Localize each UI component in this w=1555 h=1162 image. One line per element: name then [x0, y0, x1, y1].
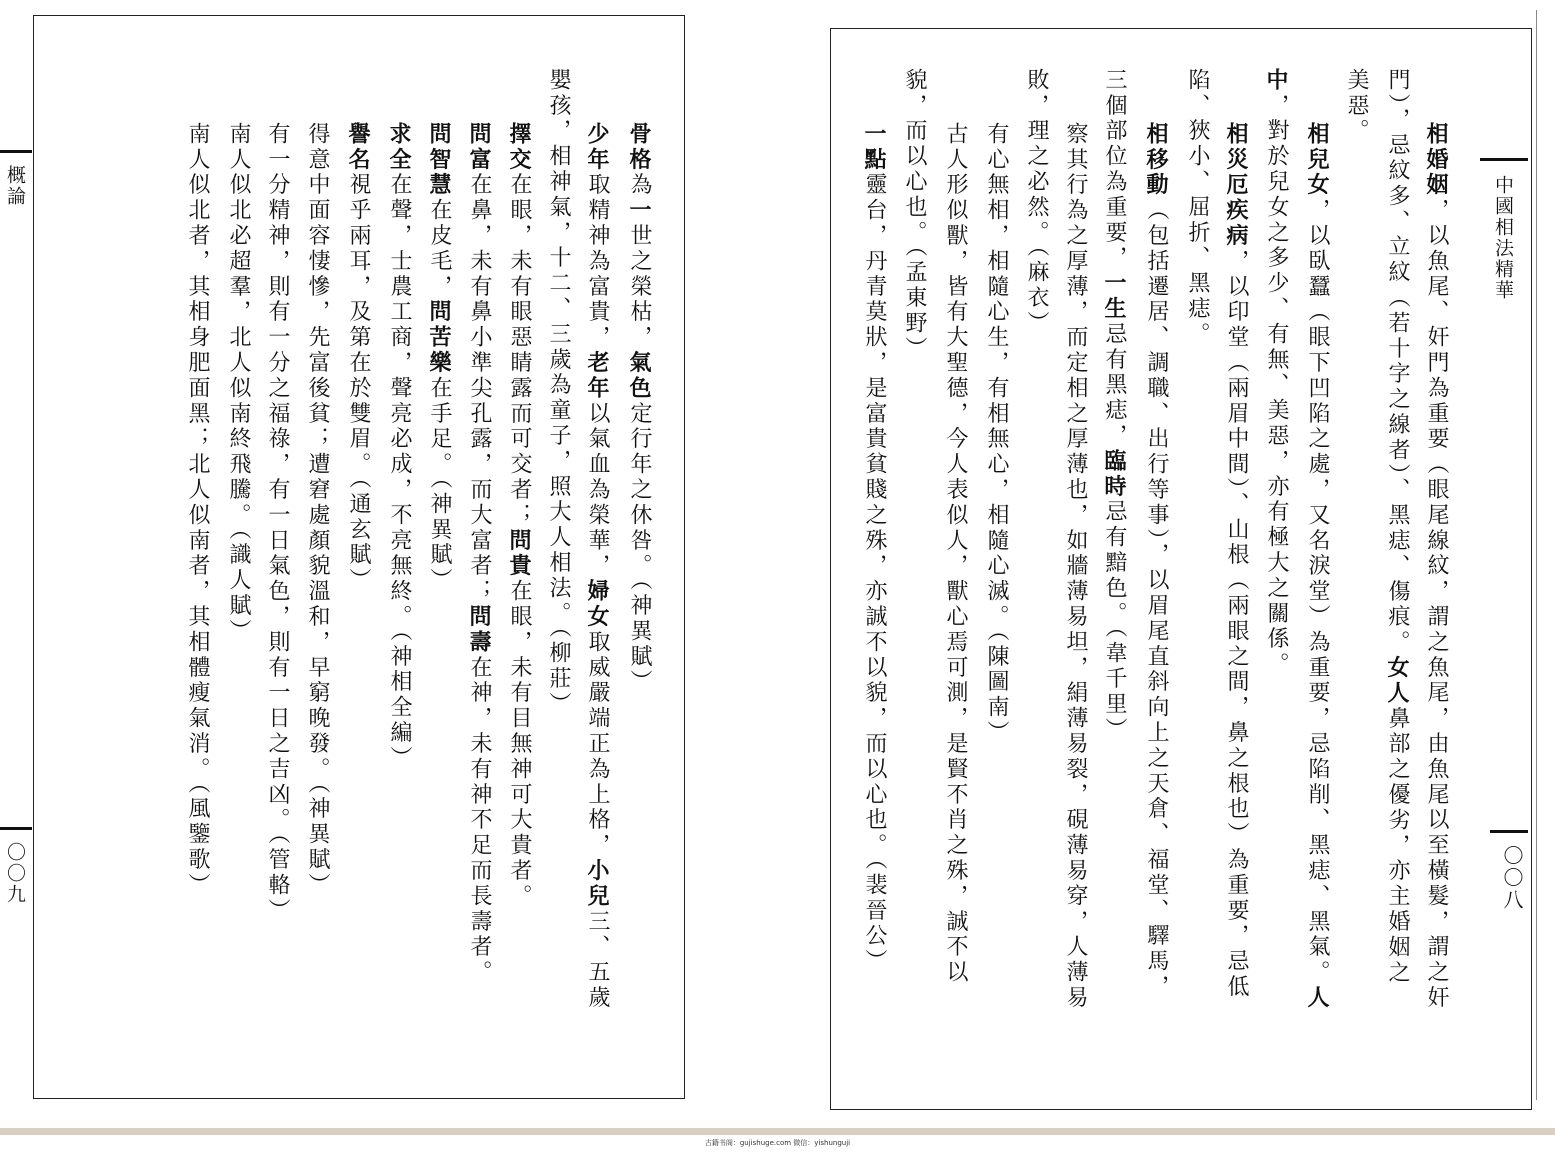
- body-text: 取精神為富貴，: [585, 172, 610, 351]
- body-text: 在聲，士農工商，聲亮必成，不亮無終。（神相全編）: [387, 172, 412, 772]
- right-page-column: [1103, 68, 1125, 743]
- right-page-column: [1145, 122, 1167, 1000]
- right-page-column: [1345, 68, 1367, 144]
- body-text: 嬰孩，相神氣，十二、三歲為童子，照大人相法。（柳莊）: [546, 68, 571, 718]
- left-page-column: [388, 122, 410, 771]
- right-page-column: [1186, 68, 1208, 347]
- right-page-column: [1306, 122, 1328, 1011]
- body-text: 在手足。（神異賦）: [427, 376, 452, 594]
- body-text: 古人形似獸，皆有大聖德，今人表似人，獸心焉可測，是賢不肖之殊，誠不以: [943, 122, 968, 986]
- right-page-column: [1025, 68, 1047, 336]
- right-page-column: [1064, 122, 1086, 1011]
- body-text: 在神，未有神不足而長壽者。: [467, 655, 492, 986]
- left-side-tab: 概論: [4, 165, 26, 207]
- body-text: 陷、狹小、屈折、黑痣。: [1185, 68, 1210, 348]
- heading-term: 問智慧: [426, 122, 452, 199]
- heading-term: 骨格: [626, 122, 652, 173]
- body-text: 有一分精神，則有一分之福祿，有一日氣色，則有一日之吉凶。（管輅）: [265, 122, 290, 924]
- body-text: 南人似北必超羣，北人似南終飛騰。（識人賦）: [226, 122, 251, 645]
- heading-term: 一生: [1101, 271, 1127, 323]
- left-page-column: [347, 122, 369, 594]
- heading-term: 臨時: [1101, 449, 1127, 500]
- right-page-column: [903, 68, 925, 362]
- heading-term: 問富: [466, 122, 492, 173]
- right-page-column: [863, 122, 885, 975]
- right-header-rule: [1480, 158, 1528, 161]
- body-text: ，以印堂（兩眉中間）、山根（兩眼之間，鼻之根也）為重要，忌低: [1224, 249, 1249, 1000]
- heading-term: 問苦樂: [426, 299, 452, 377]
- right-page-column: [1225, 122, 1247, 1000]
- heading-term: 一點: [861, 122, 887, 173]
- body-text: 三個部位為重要，: [1102, 68, 1127, 272]
- left-page-column: [428, 122, 450, 594]
- body-text: 世之榮枯，: [627, 223, 652, 351]
- running-title: 中國相法精華: [1492, 175, 1514, 301]
- body-text: ，對於兒女之多少、有無、美惡，亦有極大之關係。: [1264, 93, 1289, 678]
- body-text: 有心無相，相隨心生，有相無心，相隨心滅。（陳圖南）: [984, 122, 1009, 746]
- heading-term: 人: [1304, 985, 1330, 1012]
- footer-watermark: 古籍书阁：gujishuge.com 微信：yishunguji: [704, 1139, 851, 1147]
- body-text: 南人似北者，其相身肥面黑；北人似南者，其相體瘦氣消。（風鑒歌）: [185, 122, 210, 899]
- right-page-number: 〇〇八: [1500, 845, 1524, 911]
- body-text: 在眼，未有目無神可大貴者。: [507, 579, 532, 910]
- scan-bottom-band: [0, 1128, 1555, 1135]
- left-page-side-rule: [0, 150, 32, 153]
- body-text: 鼻部之優劣，亦主婚姻之: [1385, 706, 1410, 986]
- left-page-number-rule: [0, 827, 32, 830]
- right-page-column: [944, 122, 966, 986]
- heading-term: 婦女: [584, 579, 610, 631]
- body-text: 三、五歲: [585, 909, 610, 1012]
- heading-term: 求全: [386, 122, 412, 173]
- heading-term: 老年: [584, 350, 610, 402]
- heading-term: 小兒: [584, 858, 610, 910]
- heading-term: 中: [1263, 68, 1289, 94]
- left-page-column: [586, 122, 608, 1011]
- left-page-column: [547, 68, 569, 717]
- body-text: 忌有黑痣，: [1102, 322, 1127, 450]
- body-text: 敗，理之必然。（麻衣）: [1024, 68, 1049, 337]
- heading-term: 擇交: [506, 122, 532, 173]
- right-page-column: [985, 122, 1007, 746]
- body-text: 忌有黯色。（韋千里）: [1102, 499, 1127, 743]
- left-page-column: [628, 122, 650, 695]
- body-text: 在皮毛，: [427, 198, 452, 300]
- body-text: （包括遷居、調職、出行等事），以眉尾直斜向上之天倉、福堂、驛馬，: [1144, 198, 1169, 1001]
- body-text: 為: [627, 172, 652, 199]
- right-page-column: [1265, 68, 1287, 678]
- heading-term: 一: [626, 198, 652, 224]
- left-page-column: [508, 122, 530, 909]
- heading-term: 問貴: [506, 528, 532, 580]
- body-text: 貌，而以心也。（孟東野）: [902, 68, 927, 362]
- body-text: 在眼，未有眼惡睛露而可交者；: [507, 172, 532, 529]
- left-page-column: [186, 122, 208, 898]
- right-page-number-rule: [1490, 830, 1528, 833]
- body-text: 美惡。: [1344, 68, 1369, 145]
- heading-term: 女人: [1384, 655, 1410, 707]
- left-page-column: [227, 122, 249, 644]
- body-text: 取威嚴端正為上格，: [585, 630, 610, 859]
- right-page-outer-edge: [1536, 10, 1537, 1100]
- left-page-column: [306, 122, 328, 898]
- heading-term: 譽名: [345, 122, 371, 173]
- body-text: 得意中面容悽慘，先富後貧；遭窘處顏貌溫和，早窮晚發。（神異賦）: [305, 122, 330, 899]
- right-page-column: [1386, 68, 1408, 986]
- body-text: ，以魚尾、奸門為重要（眼尾線紋，謂之魚尾，由魚尾以至橫髮，謂之奸: [1424, 198, 1449, 1012]
- heading-term: 相婚姻: [1423, 122, 1449, 199]
- right-page-column: [1425, 122, 1447, 1011]
- body-text: 以氣血為榮華，: [585, 401, 610, 580]
- body-text: 靈台，丹青莫狀，是富貴貧賤之殊，亦誠不以貌，而以心也。（裴晉公）: [862, 172, 887, 975]
- body-text: 門），忌紋多、立紋（若十字之線者）、黑痣、傷痕。: [1385, 68, 1410, 656]
- body-text: 定行年之休咎。（神異賦）: [627, 401, 652, 696]
- body-text: 在鼻，未有鼻小準尖孔露，而大富者；: [467, 172, 492, 605]
- heading-term: 少年: [584, 122, 610, 173]
- heading-term: 相災厄疾病: [1223, 122, 1249, 249]
- heading-term: 相移動: [1143, 122, 1169, 199]
- heading-term: 相兒女: [1304, 122, 1330, 199]
- body-text: 察其行為之厚薄，而定相之厚薄也，如牆薄易坦，絹薄易裂，硯薄易穿，人薄易: [1063, 122, 1088, 1011]
- body-text: ，以臥蠶（眼下凹陷之處，又名淚堂）為重要，忌陷削、黑痣、黑氣。: [1305, 198, 1330, 986]
- heading-term: 氣色: [626, 350, 652, 402]
- left-page-column: [468, 122, 490, 986]
- left-page-column: [266, 122, 288, 924]
- left-page-number: 〇〇九: [4, 842, 26, 905]
- heading-term: 問壽: [466, 604, 492, 656]
- body-text: 視乎兩耳，及第在於雙眉。（通玄賦）: [346, 172, 371, 594]
